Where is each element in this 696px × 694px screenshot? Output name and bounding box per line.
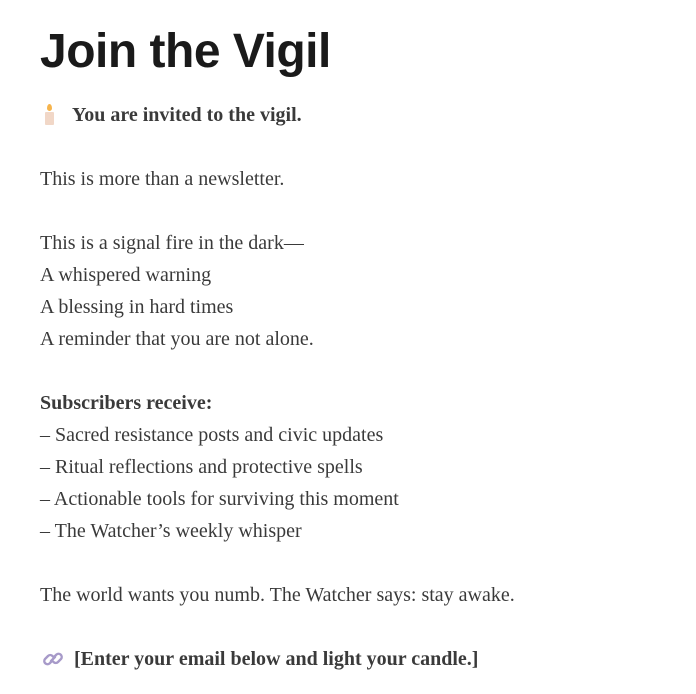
- signal-line-4: A reminder that you are not alone.: [40, 328, 314, 350]
- page-content: [40, 22, 680, 675]
- invite-line: [40, 99, 680, 131]
- list-item: – The Watcher’s weekly whisper: [40, 520, 302, 542]
- candle-icon: [43, 104, 55, 126]
- cta-line: [40, 643, 680, 675]
- invite-text: You are invited to the vigil.: [72, 104, 302, 126]
- list-item: – Sacred resistance posts and civic updates: [40, 424, 384, 446]
- intro-text: This is more than a newsletter.: [40, 168, 285, 190]
- list-item: – Actionable tools for surviving this moment: [40, 488, 399, 510]
- link-icon: [42, 648, 66, 670]
- subscribers-heading: Subscribers receive:: [40, 392, 213, 414]
- closing-text: The world wants you numb. The Watcher says: stay awake.: [40, 584, 515, 606]
- cta-text: [Enter your email below and light your candle.]: [74, 648, 479, 670]
- page-title: Join the Vigil: [40, 25, 331, 78]
- signal-line-2: A whispered warning: [40, 264, 212, 286]
- signal-line-1: This is a signal fire in the dark—: [40, 232, 304, 254]
- signal-line-3: A blessing in hard times: [40, 296, 234, 318]
- list-item: – Ritual reflections and protective spells: [40, 456, 363, 478]
